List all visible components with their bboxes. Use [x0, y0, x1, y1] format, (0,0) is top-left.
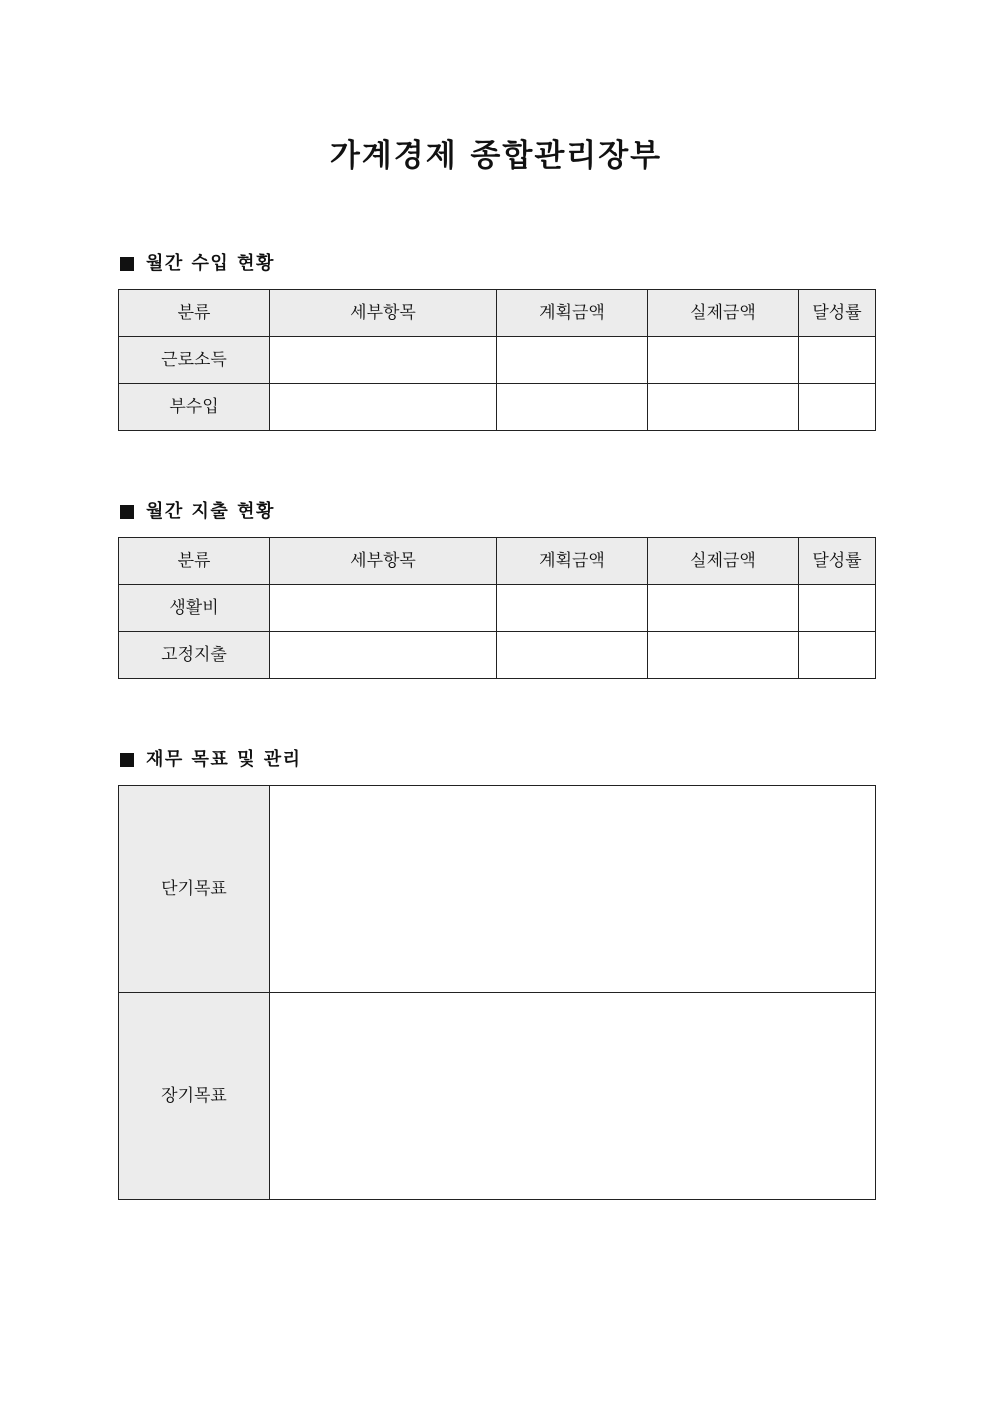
income-col-planned: 계획금액: [497, 290, 648, 337]
square-bullet-icon: [120, 257, 134, 271]
expense-col-planned: 계획금액: [497, 538, 648, 585]
expense-actual-cell[interactable]: [648, 585, 799, 632]
square-bullet-icon: [120, 505, 134, 519]
income-section-heading: [118, 251, 275, 277]
expense-col-detail: 세부항목: [270, 538, 497, 585]
income-col-rate: 달성률: [799, 290, 876, 337]
expense-rate-cell[interactable]: [799, 632, 876, 679]
table-row: [119, 786, 876, 993]
table-row: [119, 993, 876, 1200]
expense-planned-cell[interactable]: [497, 632, 648, 679]
income-heading-text: 월간 수입 현황: [146, 253, 275, 274]
income-planned-cell[interactable]: [497, 337, 648, 384]
income-header-row: [119, 290, 876, 337]
income-actual-cell[interactable]: [648, 337, 799, 384]
goals-table: [118, 785, 876, 1200]
expense-row-label: 생활비: [119, 585, 270, 632]
income-detail-cell[interactable]: [270, 384, 497, 431]
income-row-label: 부수입: [119, 384, 270, 431]
income-col-detail: 세부항목: [270, 290, 497, 337]
expense-detail-cell[interactable]: [270, 585, 497, 632]
expense-col-actual: 실제금액: [648, 538, 799, 585]
income-actual-cell[interactable]: [648, 384, 799, 431]
expense-planned-cell[interactable]: [497, 585, 648, 632]
expense-detail-cell[interactable]: [270, 632, 497, 679]
expense-actual-cell[interactable]: [648, 632, 799, 679]
short-term-goal-label: 단기목표: [119, 786, 270, 993]
table-row: [119, 337, 876, 384]
income-table: [118, 289, 876, 431]
goals-section-heading: [118, 747, 302, 773]
long-term-goal-cell[interactable]: [270, 993, 876, 1200]
expense-rate-cell[interactable]: [799, 585, 876, 632]
table-row: [119, 585, 876, 632]
expense-heading-text: 월간 지출 현황: [146, 501, 275, 522]
income-row-label: 근로소득: [119, 337, 270, 384]
income-col-category: 분류: [119, 290, 270, 337]
expense-col-category: 분류: [119, 538, 270, 585]
expense-row-label: 고정지출: [119, 632, 270, 679]
short-term-goal-cell[interactable]: [270, 786, 876, 993]
expense-col-rate: 달성률: [799, 538, 876, 585]
goals-heading-text: 재무 목표 및 관리: [146, 749, 302, 770]
income-rate-cell[interactable]: [799, 337, 876, 384]
income-detail-cell[interactable]: [270, 337, 497, 384]
expense-table: [118, 537, 876, 679]
expense-header-row: [119, 538, 876, 585]
long-term-goal-label: 장기목표: [119, 993, 270, 1200]
table-row: [119, 632, 876, 679]
table-row: [119, 384, 876, 431]
page-title: 가계경제 종합관리장부: [329, 138, 663, 174]
income-col-actual: 실제금액: [648, 290, 799, 337]
expense-section-heading: [118, 499, 275, 525]
income-rate-cell[interactable]: [799, 384, 876, 431]
square-bullet-icon: [120, 753, 134, 767]
income-planned-cell[interactable]: [497, 384, 648, 431]
